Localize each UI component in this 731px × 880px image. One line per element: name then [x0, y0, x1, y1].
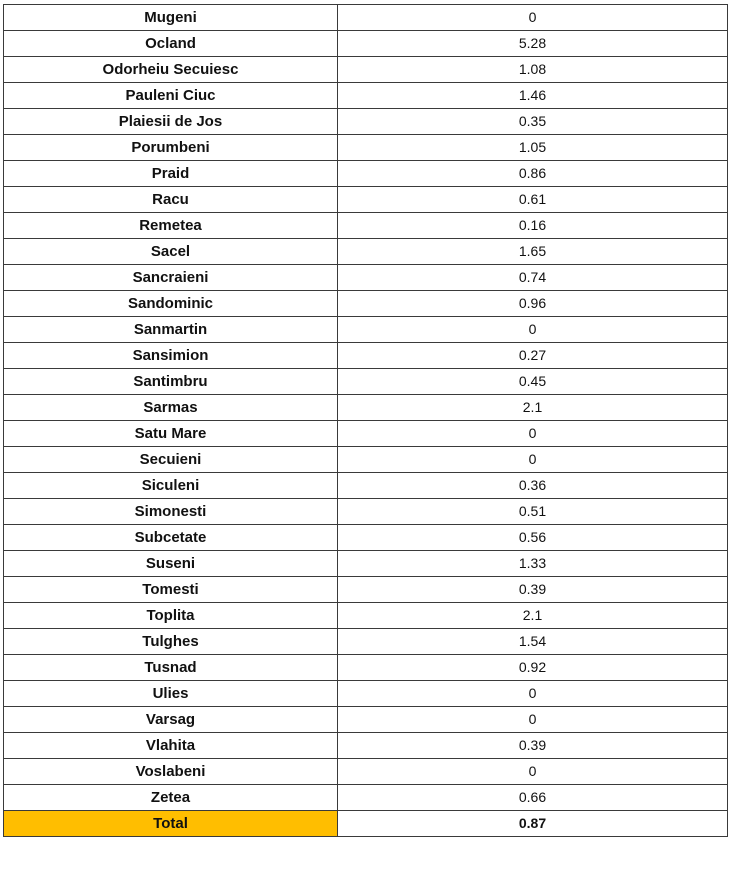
- value-cell: 0.92: [338, 655, 728, 681]
- table-row: [4, 239, 728, 265]
- locality-name-cell: Porumbeni: [4, 135, 338, 161]
- locality-name-cell: Sancraieni: [4, 265, 338, 291]
- table-row: [4, 395, 728, 421]
- table-row: [4, 57, 728, 83]
- locality-name-cell: Pauleni Ciuc: [4, 83, 338, 109]
- locality-name-cell: Santimbru: [4, 369, 338, 395]
- locality-name-cell: Varsag: [4, 707, 338, 733]
- value-cell: 0.61: [338, 187, 728, 213]
- table-row: [4, 655, 728, 681]
- value-cell: 1.33: [338, 551, 728, 577]
- table-row: [4, 525, 728, 551]
- locality-name-cell: Tomesti: [4, 577, 338, 603]
- locality-name-cell: Odorheiu Secuiesc: [4, 57, 338, 83]
- value-cell: 1.46: [338, 83, 728, 109]
- table-row: [4, 551, 728, 577]
- table-row: [4, 681, 728, 707]
- data-table: [3, 4, 728, 837]
- value-cell: 0: [338, 759, 728, 785]
- value-cell: 0.51: [338, 499, 728, 525]
- table-row: [4, 369, 728, 395]
- locality-name-cell: Siculeni: [4, 473, 338, 499]
- value-cell: 2.1: [338, 395, 728, 421]
- value-cell: 0.66: [338, 785, 728, 811]
- table-row: [4, 421, 728, 447]
- table-row: [4, 31, 728, 57]
- value-cell: 1.65: [338, 239, 728, 265]
- table-row: [4, 135, 728, 161]
- value-cell: 0.35: [338, 109, 728, 135]
- locality-name-cell: Suseni: [4, 551, 338, 577]
- value-cell: 0: [338, 447, 728, 473]
- table-row: [4, 577, 728, 603]
- locality-name-cell: Satu Mare: [4, 421, 338, 447]
- locality-name-cell: Secuieni: [4, 447, 338, 473]
- table-row: [4, 291, 728, 317]
- locality-name-cell: Plaiesii de Jos: [4, 109, 338, 135]
- table-row: [4, 733, 728, 759]
- locality-name-cell: Sacel: [4, 239, 338, 265]
- locality-name-cell: Simonesti: [4, 499, 338, 525]
- value-cell: 5.28: [338, 31, 728, 57]
- value-cell: 0.86: [338, 161, 728, 187]
- table-row: [4, 473, 728, 499]
- total-label: Total: [4, 811, 338, 837]
- table-body: [4, 5, 728, 811]
- locality-name-cell: Zetea: [4, 785, 338, 811]
- total-row: [4, 811, 728, 837]
- table-row: [4, 161, 728, 187]
- value-cell: 0.27: [338, 343, 728, 369]
- locality-name-cell: Sanmartin: [4, 317, 338, 343]
- table-row: [4, 759, 728, 785]
- locality-name-cell: Tulghes: [4, 629, 338, 655]
- table-row: [4, 187, 728, 213]
- value-cell: 0.74: [338, 265, 728, 291]
- locality-name-cell: Tusnad: [4, 655, 338, 681]
- value-cell: 0: [338, 421, 728, 447]
- total-value: 0.87: [338, 811, 728, 837]
- value-cell: 1.08: [338, 57, 728, 83]
- table-row: [4, 213, 728, 239]
- locality-name-cell: Mugeni: [4, 5, 338, 31]
- table-row: [4, 265, 728, 291]
- locality-name-cell: Vlahita: [4, 733, 338, 759]
- value-cell: 0: [338, 5, 728, 31]
- table-row: [4, 447, 728, 473]
- table-row: [4, 5, 728, 31]
- value-cell: 0.56: [338, 525, 728, 551]
- value-cell: 0.36: [338, 473, 728, 499]
- value-cell: 0.39: [338, 733, 728, 759]
- locality-name-cell: Ocland: [4, 31, 338, 57]
- locality-name-cell: Ulies: [4, 681, 338, 707]
- table-row: [4, 317, 728, 343]
- value-cell: 0.45: [338, 369, 728, 395]
- locality-name-cell: Sandominic: [4, 291, 338, 317]
- value-cell: 0.16: [338, 213, 728, 239]
- value-cell: 0: [338, 707, 728, 733]
- locality-name-cell: Racu: [4, 187, 338, 213]
- table-row: [4, 83, 728, 109]
- table-row: [4, 499, 728, 525]
- locality-name-cell: Sarmas: [4, 395, 338, 421]
- locality-name-cell: Sansimion: [4, 343, 338, 369]
- table-row: [4, 629, 728, 655]
- table-row: [4, 109, 728, 135]
- locality-name-cell: Voslabeni: [4, 759, 338, 785]
- value-cell: 2.1: [338, 603, 728, 629]
- value-cell: 0: [338, 681, 728, 707]
- locality-name-cell: Subcetate: [4, 525, 338, 551]
- value-cell: 1.05: [338, 135, 728, 161]
- value-cell: 0: [338, 317, 728, 343]
- table-row: [4, 603, 728, 629]
- locality-name-cell: Toplita: [4, 603, 338, 629]
- table-row: [4, 707, 728, 733]
- value-cell: 0.96: [338, 291, 728, 317]
- locality-name-cell: Remetea: [4, 213, 338, 239]
- table-row: [4, 785, 728, 811]
- locality-name-cell: Praid: [4, 161, 338, 187]
- value-cell: 0.39: [338, 577, 728, 603]
- value-cell: 1.54: [338, 629, 728, 655]
- table-row: [4, 343, 728, 369]
